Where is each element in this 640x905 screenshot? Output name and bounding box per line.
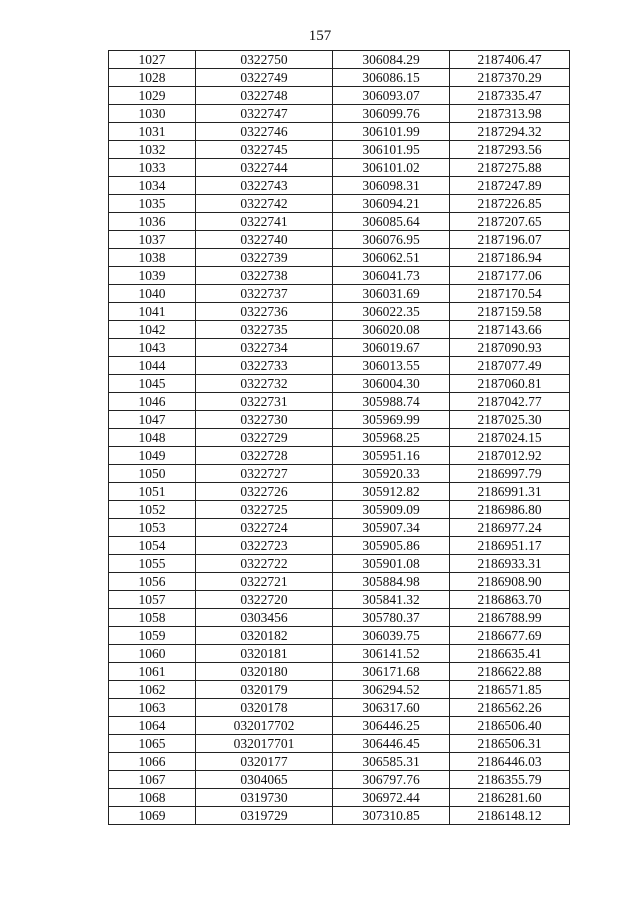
y-coordinate-cell: 2187275.88 (450, 159, 570, 177)
table-row (109, 231, 570, 249)
row-number-cell: 1032 (109, 141, 196, 159)
table-row (109, 177, 570, 195)
x-coordinate-cell: 306022.35 (333, 303, 450, 321)
y-coordinate-cell: 2187335.47 (450, 87, 570, 105)
x-coordinate-cell: 306031.69 (333, 285, 450, 303)
point-id-cell: 0322742 (196, 195, 333, 213)
row-number-cell: 1037 (109, 231, 196, 249)
y-coordinate-cell: 2187293.56 (450, 141, 570, 159)
row-number-cell: 1048 (109, 429, 196, 447)
row-number-cell: 1059 (109, 627, 196, 645)
x-coordinate-cell: 306086.15 (333, 69, 450, 87)
x-coordinate-cell: 306041.73 (333, 267, 450, 285)
y-coordinate-cell: 2186355.79 (450, 771, 570, 789)
y-coordinate-cell: 2187090.93 (450, 339, 570, 357)
y-coordinate-cell: 2186977.24 (450, 519, 570, 537)
table-row (109, 681, 570, 699)
row-number-cell: 1046 (109, 393, 196, 411)
table-row (109, 663, 570, 681)
y-coordinate-cell: 2187077.49 (450, 357, 570, 375)
y-coordinate-cell: 2187294.32 (450, 123, 570, 141)
row-number-cell: 1062 (109, 681, 196, 699)
y-coordinate-cell: 2187313.98 (450, 105, 570, 123)
table-row (109, 411, 570, 429)
point-id-cell: 0322744 (196, 159, 333, 177)
y-coordinate-cell: 2186446.03 (450, 753, 570, 771)
y-coordinate-cell: 2186677.69 (450, 627, 570, 645)
x-coordinate-cell: 305884.98 (333, 573, 450, 591)
point-id-cell: 0322722 (196, 555, 333, 573)
point-id-cell: 0319729 (196, 807, 333, 825)
x-coordinate-cell: 305951.16 (333, 447, 450, 465)
point-id-cell: 0320181 (196, 645, 333, 663)
y-coordinate-cell: 2187186.94 (450, 249, 570, 267)
row-number-cell: 1042 (109, 321, 196, 339)
row-number-cell: 1067 (109, 771, 196, 789)
x-coordinate-cell: 306099.76 (333, 105, 450, 123)
point-id-cell: 0303456 (196, 609, 333, 627)
y-coordinate-cell: 2187024.15 (450, 429, 570, 447)
y-coordinate-cell: 2187406.47 (450, 51, 570, 69)
y-coordinate-cell: 2186933.31 (450, 555, 570, 573)
x-coordinate-cell: 305969.99 (333, 411, 450, 429)
row-number-cell: 1065 (109, 735, 196, 753)
y-coordinate-cell: 2187226.85 (450, 195, 570, 213)
page-number: 157 (308, 28, 332, 44)
table-row (109, 447, 570, 465)
x-coordinate-cell: 306294.52 (333, 681, 450, 699)
table-row (109, 375, 570, 393)
table-row (109, 141, 570, 159)
x-coordinate-cell: 305905.86 (333, 537, 450, 555)
y-coordinate-cell: 2186635.41 (450, 645, 570, 663)
x-coordinate-cell: 306020.08 (333, 321, 450, 339)
point-id-cell: 0322734 (196, 339, 333, 357)
table-row (109, 69, 570, 87)
point-id-cell: 0322750 (196, 51, 333, 69)
x-coordinate-cell: 306317.60 (333, 699, 450, 717)
row-number-cell: 1027 (109, 51, 196, 69)
table-row (109, 789, 570, 807)
table-row (109, 339, 570, 357)
row-number-cell: 1061 (109, 663, 196, 681)
x-coordinate-cell: 306076.95 (333, 231, 450, 249)
row-number-cell: 1030 (109, 105, 196, 123)
row-number-cell: 1066 (109, 753, 196, 771)
x-coordinate-cell: 306039.75 (333, 627, 450, 645)
x-coordinate-cell: 306101.95 (333, 141, 450, 159)
y-coordinate-cell: 2186506.31 (450, 735, 570, 753)
point-id-cell: 0320182 (196, 627, 333, 645)
table-row (109, 591, 570, 609)
table-row (109, 609, 570, 627)
point-id-cell: 0322746 (196, 123, 333, 141)
x-coordinate-cell: 306062.51 (333, 249, 450, 267)
table-row (109, 573, 570, 591)
table-row (109, 807, 570, 825)
point-id-cell: 0322724 (196, 519, 333, 537)
row-number-cell: 1050 (109, 465, 196, 483)
y-coordinate-cell: 2186148.12 (450, 807, 570, 825)
point-id-cell: 0304065 (196, 771, 333, 789)
point-id-cell: 0320177 (196, 753, 333, 771)
x-coordinate-cell: 306085.64 (333, 213, 450, 231)
point-id-cell: 0322745 (196, 141, 333, 159)
row-number-cell: 1051 (109, 483, 196, 501)
point-id-cell: 0322731 (196, 393, 333, 411)
y-coordinate-cell: 2186986.80 (450, 501, 570, 519)
point-id-cell: 0322740 (196, 231, 333, 249)
y-coordinate-cell: 2187060.81 (450, 375, 570, 393)
point-id-cell: 0319730 (196, 789, 333, 807)
row-number-cell: 1028 (109, 69, 196, 87)
x-coordinate-cell: 306093.07 (333, 87, 450, 105)
x-coordinate-cell: 306094.21 (333, 195, 450, 213)
y-coordinate-cell: 2186863.70 (450, 591, 570, 609)
table-row (109, 321, 570, 339)
row-number-cell: 1053 (109, 519, 196, 537)
point-id-cell: 0322721 (196, 573, 333, 591)
point-id-cell: 0322725 (196, 501, 333, 519)
y-coordinate-cell: 2186622.88 (450, 663, 570, 681)
y-coordinate-cell: 2186562.26 (450, 699, 570, 717)
x-coordinate-cell: 306797.76 (333, 771, 450, 789)
x-coordinate-cell: 306101.02 (333, 159, 450, 177)
table-row (109, 735, 570, 753)
row-number-cell: 1047 (109, 411, 196, 429)
row-number-cell: 1033 (109, 159, 196, 177)
x-coordinate-cell: 305841.32 (333, 591, 450, 609)
table-row (109, 357, 570, 375)
point-id-cell: 0322730 (196, 411, 333, 429)
row-number-cell: 1057 (109, 591, 196, 609)
row-number-cell: 1055 (109, 555, 196, 573)
row-number-cell: 1056 (109, 573, 196, 591)
table-row (109, 267, 570, 285)
table-row (109, 537, 570, 555)
point-id-cell: 0322733 (196, 357, 333, 375)
x-coordinate-cell: 306101.99 (333, 123, 450, 141)
table-row (109, 645, 570, 663)
x-coordinate-cell: 306972.44 (333, 789, 450, 807)
point-id-cell: 0322732 (196, 375, 333, 393)
point-id-cell: 0322735 (196, 321, 333, 339)
table-row (109, 51, 570, 69)
row-number-cell: 1031 (109, 123, 196, 141)
y-coordinate-cell: 2186997.79 (450, 465, 570, 483)
table-row (109, 249, 570, 267)
table-row (109, 771, 570, 789)
y-coordinate-cell: 2186951.17 (450, 537, 570, 555)
table-row (109, 213, 570, 231)
point-id-cell: 0322736 (196, 303, 333, 321)
point-id-cell: 032017702 (196, 717, 333, 735)
y-coordinate-cell: 2187012.92 (450, 447, 570, 465)
point-id-cell: 0322737 (196, 285, 333, 303)
point-id-cell: 0320178 (196, 699, 333, 717)
table-row (109, 465, 570, 483)
y-coordinate-cell: 2187170.54 (450, 285, 570, 303)
x-coordinate-cell: 306141.52 (333, 645, 450, 663)
point-id-cell: 0322727 (196, 465, 333, 483)
y-coordinate-cell: 2187143.66 (450, 321, 570, 339)
y-coordinate-cell: 2186571.85 (450, 681, 570, 699)
row-number-cell: 1058 (109, 609, 196, 627)
point-id-cell: 0322729 (196, 429, 333, 447)
x-coordinate-cell: 307310.85 (333, 807, 450, 825)
point-id-cell: 0320179 (196, 681, 333, 699)
y-coordinate-cell: 2187196.07 (450, 231, 570, 249)
x-coordinate-cell: 305901.08 (333, 555, 450, 573)
y-coordinate-cell: 2187042.77 (450, 393, 570, 411)
y-coordinate-cell: 2186908.90 (450, 573, 570, 591)
y-coordinate-cell: 2186991.31 (450, 483, 570, 501)
x-coordinate-cell: 305988.74 (333, 393, 450, 411)
point-id-cell: 0322749 (196, 69, 333, 87)
row-number-cell: 1040 (109, 285, 196, 303)
table-row (109, 393, 570, 411)
table-row (109, 699, 570, 717)
row-number-cell: 1068 (109, 789, 196, 807)
table-row (109, 105, 570, 123)
row-number-cell: 1049 (109, 447, 196, 465)
x-coordinate-cell: 306004.30 (333, 375, 450, 393)
x-coordinate-cell: 306013.55 (333, 357, 450, 375)
row-number-cell: 1052 (109, 501, 196, 519)
point-id-cell: 0322748 (196, 87, 333, 105)
y-coordinate-cell: 2187247.89 (450, 177, 570, 195)
y-coordinate-cell: 2187207.65 (450, 213, 570, 231)
x-coordinate-cell: 305909.09 (333, 501, 450, 519)
point-id-cell: 0322741 (196, 213, 333, 231)
table-row (109, 501, 570, 519)
point-id-cell: 0322738 (196, 267, 333, 285)
row-number-cell: 1029 (109, 87, 196, 105)
x-coordinate-cell: 306019.67 (333, 339, 450, 357)
point-id-cell: 0322726 (196, 483, 333, 501)
table-body (109, 51, 570, 825)
table-row (109, 285, 570, 303)
row-number-cell: 1060 (109, 645, 196, 663)
x-coordinate-cell: 306098.31 (333, 177, 450, 195)
y-coordinate-cell: 2187159.58 (450, 303, 570, 321)
table-row (109, 483, 570, 501)
row-number-cell: 1069 (109, 807, 196, 825)
y-coordinate-cell: 2187370.29 (450, 69, 570, 87)
x-coordinate-cell: 306446.45 (333, 735, 450, 753)
row-number-cell: 1054 (109, 537, 196, 555)
x-coordinate-cell: 305780.37 (333, 609, 450, 627)
row-number-cell: 1038 (109, 249, 196, 267)
point-id-cell: 0320180 (196, 663, 333, 681)
y-coordinate-cell: 2186281.60 (450, 789, 570, 807)
x-coordinate-cell: 306446.25 (333, 717, 450, 735)
point-id-cell: 0322728 (196, 447, 333, 465)
row-number-cell: 1045 (109, 375, 196, 393)
row-number-cell: 1036 (109, 213, 196, 231)
point-id-cell: 0322747 (196, 105, 333, 123)
row-number-cell: 1035 (109, 195, 196, 213)
x-coordinate-cell: 306084.29 (333, 51, 450, 69)
x-coordinate-cell: 305968.25 (333, 429, 450, 447)
x-coordinate-cell: 305907.34 (333, 519, 450, 537)
point-id-cell: 0322723 (196, 537, 333, 555)
table-row (109, 123, 570, 141)
y-coordinate-cell: 2187177.06 (450, 267, 570, 285)
row-number-cell: 1034 (109, 177, 196, 195)
table-row (109, 519, 570, 537)
table-row (109, 303, 570, 321)
table-row (109, 627, 570, 645)
row-number-cell: 1043 (109, 339, 196, 357)
point-id-cell: 032017701 (196, 735, 333, 753)
point-id-cell: 0322743 (196, 177, 333, 195)
x-coordinate-cell: 306585.31 (333, 753, 450, 771)
x-coordinate-cell: 305920.33 (333, 465, 450, 483)
table-row (109, 195, 570, 213)
point-id-cell: 0322739 (196, 249, 333, 267)
table-row (109, 429, 570, 447)
y-coordinate-cell: 2186506.40 (450, 717, 570, 735)
y-coordinate-cell: 2186788.99 (450, 609, 570, 627)
row-number-cell: 1063 (109, 699, 196, 717)
point-id-cell: 0322720 (196, 591, 333, 609)
table-row (109, 87, 570, 105)
table-row (109, 753, 570, 771)
coordinates-table (108, 50, 570, 825)
row-number-cell: 1041 (109, 303, 196, 321)
x-coordinate-cell: 306171.68 (333, 663, 450, 681)
table-row (109, 555, 570, 573)
row-number-cell: 1039 (109, 267, 196, 285)
row-number-cell: 1044 (109, 357, 196, 375)
x-coordinate-cell: 305912.82 (333, 483, 450, 501)
table-row (109, 159, 570, 177)
row-number-cell: 1064 (109, 717, 196, 735)
y-coordinate-cell: 2187025.30 (450, 411, 570, 429)
table-row (109, 717, 570, 735)
